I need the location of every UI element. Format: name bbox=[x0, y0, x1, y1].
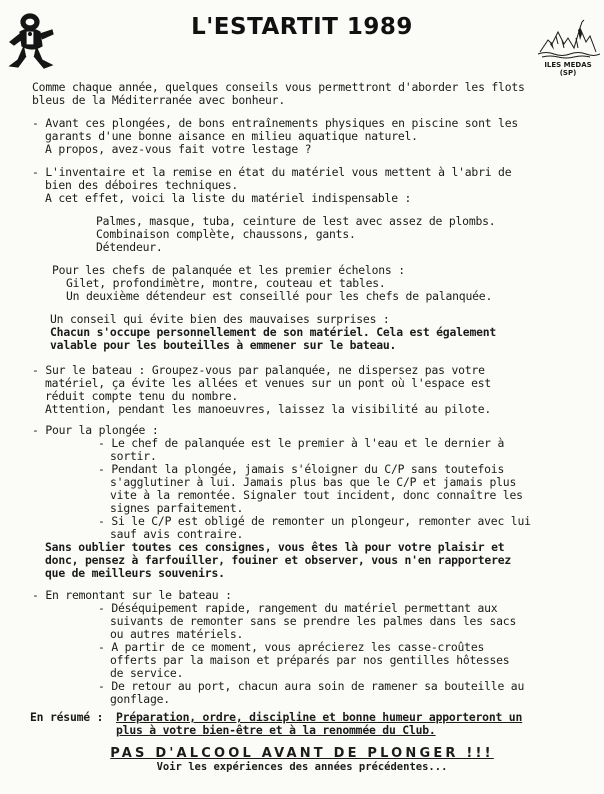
inventaire-line: bien des déboires techniques. bbox=[45, 178, 239, 192]
remontant-line: - De retour au port, chacun aura soin de ramener sa bouteille au bbox=[98, 679, 525, 693]
bateau-line: Attention, pendant les manoeuvres, laissez la visibilité au pilote. bbox=[45, 402, 492, 416]
remontant-heading: - En remontant sur le bateau : bbox=[32, 588, 232, 602]
plongee-line: s'agglutiner à lui. Jamais plus bas que le C/P et jamais plus bbox=[110, 475, 517, 489]
bateau-line: matériel, ça évite les allées et venues sur un pont où l'espace est bbox=[45, 376, 492, 390]
consignes-bold-line: que de meilleurs souvenirs. bbox=[45, 566, 225, 580]
entrainement-line: - Avant ces plongées, de bons entraînements physiques en piscine sont les bbox=[32, 116, 519, 130]
conseil-line: Un conseil qui évite bien des mauvaises surprises : bbox=[50, 312, 390, 326]
chefs-line: Un deuxième détendeur est conseillé pour les chefs de palanquée. bbox=[66, 289, 493, 303]
equipment-item: Combinaison complète, chaussons, gants. bbox=[96, 227, 356, 241]
bateau-line: réduit compte tenu du nombre. bbox=[45, 389, 239, 403]
remontant-line: de service. bbox=[110, 666, 184, 680]
plongee-line: signes parfaitement. bbox=[110, 501, 244, 515]
intro-line: Comme chaque année, quelques conseils vous permettront d'aborder les flots bbox=[32, 80, 525, 94]
chefs-line: Pour les chefs de palanquée et les premier échelons : bbox=[52, 263, 405, 277]
page-title: L'ESTARTIT 1989 bbox=[191, 14, 413, 40]
resume-line: plus à votre bien-être et à la renommée du Club. bbox=[116, 723, 436, 737]
island-sketch-icon bbox=[536, 14, 600, 60]
remontant-line: - A partir de ce moment, vous aprécierez les casse-croûtes bbox=[98, 640, 485, 654]
remontant-line: ou autres matériels. bbox=[110, 627, 244, 641]
remontant-line: - Déséquipement rapide, rangement du matériel permettant aux bbox=[98, 601, 498, 615]
plongee-line: - Le chef de palanquée est le premier à l'eau et le dernier à bbox=[98, 436, 505, 450]
consignes-bold-line: Sans oublier toutes ces consignes, vous êtes là pour votre plaisir et bbox=[45, 540, 505, 554]
logo-caption: ILES MEDAS (SP) bbox=[544, 61, 592, 77]
iles-medas-logo bbox=[536, 14, 600, 77]
plongee-heading: - Pour la plongée : bbox=[32, 423, 159, 437]
intro-line: bleus de la Méditerranée avec bonheur. bbox=[32, 93, 285, 107]
resume-line: Préparation, ordre, discipline et bonne humeur apporteront un bbox=[116, 710, 523, 724]
remontant-line: offerts par la maison et préparés par nos gentilles hôtesses bbox=[110, 653, 510, 667]
resume-label: En résumé : bbox=[30, 710, 104, 724]
plongee-line: sauf avis contraire. bbox=[110, 527, 244, 541]
pas-alcool-heading: PAS D'ALCOOL AVANT DE PLONGER !!! bbox=[110, 746, 494, 761]
consignes-bold-line: donc, pensez à farfouiller, fouiner et observer, vous n'en rapporterez bbox=[45, 553, 512, 567]
remontant-line: gonflage. bbox=[110, 692, 170, 706]
conseil-bold-line: Chacun s'occupe personnellement de son matériel. Cela est également bbox=[50, 325, 497, 339]
plongee-line: - Pendant la plongée, jamais s'éloigner du C/P sans toutefois bbox=[98, 462, 505, 476]
plongee-line: sortir. bbox=[110, 449, 157, 463]
bateau-line: - Sur le bateau : Groupez-vous par palanquée, ne dispersez pas votre bbox=[32, 363, 485, 377]
conseil-bold-line: valable pour les bouteilles à emmener sur le bateau. bbox=[50, 338, 397, 352]
inventaire-line: A cet effet, voici la liste du matériel indispensable : bbox=[45, 191, 412, 205]
entrainement-line: garants d'une bonne aisance en milieu aquatique naturel. bbox=[45, 129, 418, 143]
remontant-line: suivants de remonter sans se prendre les palmes dans les sacs bbox=[110, 614, 517, 628]
experiences-line: Voir les expériences des années précédentes... bbox=[156, 761, 448, 773]
plongee-line: - Si le C/P est obligé de remonter un plongeur, remonter avec lui bbox=[98, 514, 531, 528]
equipment-item: Détendeur. bbox=[96, 240, 163, 254]
plongee-line: vite à la remontée. Signaler tout incident, donc connaître les bbox=[110, 488, 523, 502]
chefs-line: Gilet, profondimètre, montre, couteau et tables. bbox=[66, 276, 386, 290]
inventaire-line: - L'inventaire et la remise en état du matériel vous mettent à l'abri de bbox=[32, 165, 512, 179]
equipment-item: Palmes, masque, tuba, ceinture de lest avec assez de plombs. bbox=[96, 214, 496, 228]
entrainement-line: A propos, avez-vous fait votre lestage ? bbox=[45, 142, 312, 156]
